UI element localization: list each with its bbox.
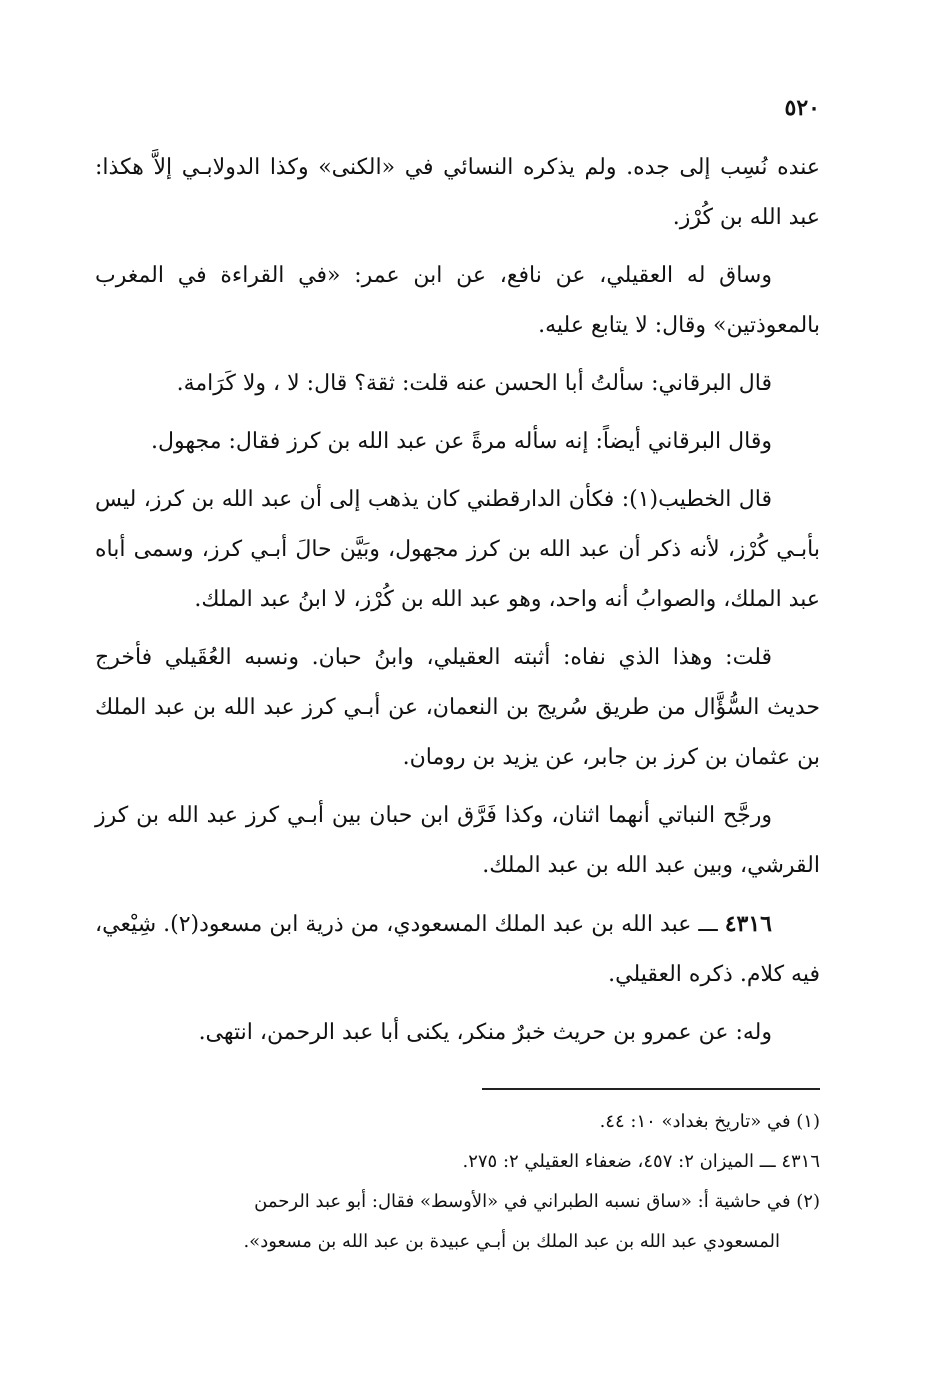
page-number: ٥٢٠ [784,95,820,121]
footnote-2: (٢) في حاشية أ: «ساق نسبه الطبراني في «الأوسط» فقال: أبو عبد الرحمن [254,1191,820,1212]
document-page [95,95,820,1264]
footnote-1: (١) في «تاريخ بغداد» ١٠: ٤٤. [599,1111,820,1132]
paragraph-1: عنده نُسِب إلى جده. ولم يذكره النسائي في «الكنى» وكذا الدولابـي إلاَّ هكذا: عبد الله بن كُرْز. [95,155,820,230]
paragraph-4: وقال البرقاني أيضاً: إنه سأله مرةً عن عبد الله بن كرز فقال: مجهول. [151,429,772,454]
paragraph-5: قال الخطيب(١): فكأن الدارقطني كان يذهب إلى أن عبد الله بن كرز، ليس بأبـي كُرْز، لأنه ذكر أن عبد الله بن كرز مجهول، وبَيَّن حالَ أبـي كرز، وسمى أباه عبد الملك، والصوابُ أنه واحد، وهو عبد الله بن كُرْز، لا ابنُ عبد الملك. [95,487,820,612]
entry-text: ـــ عبد الله بن عبد الملك المسعودي، من ذرية ابن مسعود(٢). شِيْعي، فيه كلام. ذكره العقيلي. [95,912,820,987]
paragraph-6: قلت: وهذا الذي نفاه: أثبته العقيلي، وابنُ حبان. ونسبه العُقَيلي فأخرج حديث السُّؤَّال من طريق سُريج بن النعمان، عن أبـي كرز عبد الله بن عبد الملك بن عثمان بن كرز بن جابر، عن يزيد بن رومان. [95,645,820,770]
footnote-entry-sources: ٤٣١٦ ـــ الميزان ٢: ٤٥٧، ضعفاء العقيلي ٢: ٢٧٥. [462,1151,820,1172]
paragraph-2: وساق له العقيلي، عن نافع، عن ابن عمر: «في القراءة في المغرب بالمعوذتين» وقال: لا يتابع عليه. [95,263,820,338]
paragraph-3: قال البرقاني: سألتُ أبا الحسن عنه قلت: ثقة؟ قال: لا ، ولا كَرَامة. [176,371,772,396]
entry-number: ٤٣١٦ [724,911,772,937]
footnote-divider [482,1088,820,1090]
closing-paragraph: وله: عن عمرو بن حريث خبرٌ منكر، يكنى أبا عبد الرحمن، انتهى. [198,1020,772,1045]
footnote-2-continuation: المسعودي عبد الله بن عبد الملك بن أبـي عبيدة بن عبد الله بن مسعود». [243,1231,780,1252]
paragraph-7: ورجَّح النباتي أنهما اثنان، وكذا فَرَّق ابن حبان بين أبـي كرز عبد الله بن كرز القرشي، وبين عبد الله بن عبد الملك. [95,803,820,878]
entry-paragraph [95,899,820,1000]
